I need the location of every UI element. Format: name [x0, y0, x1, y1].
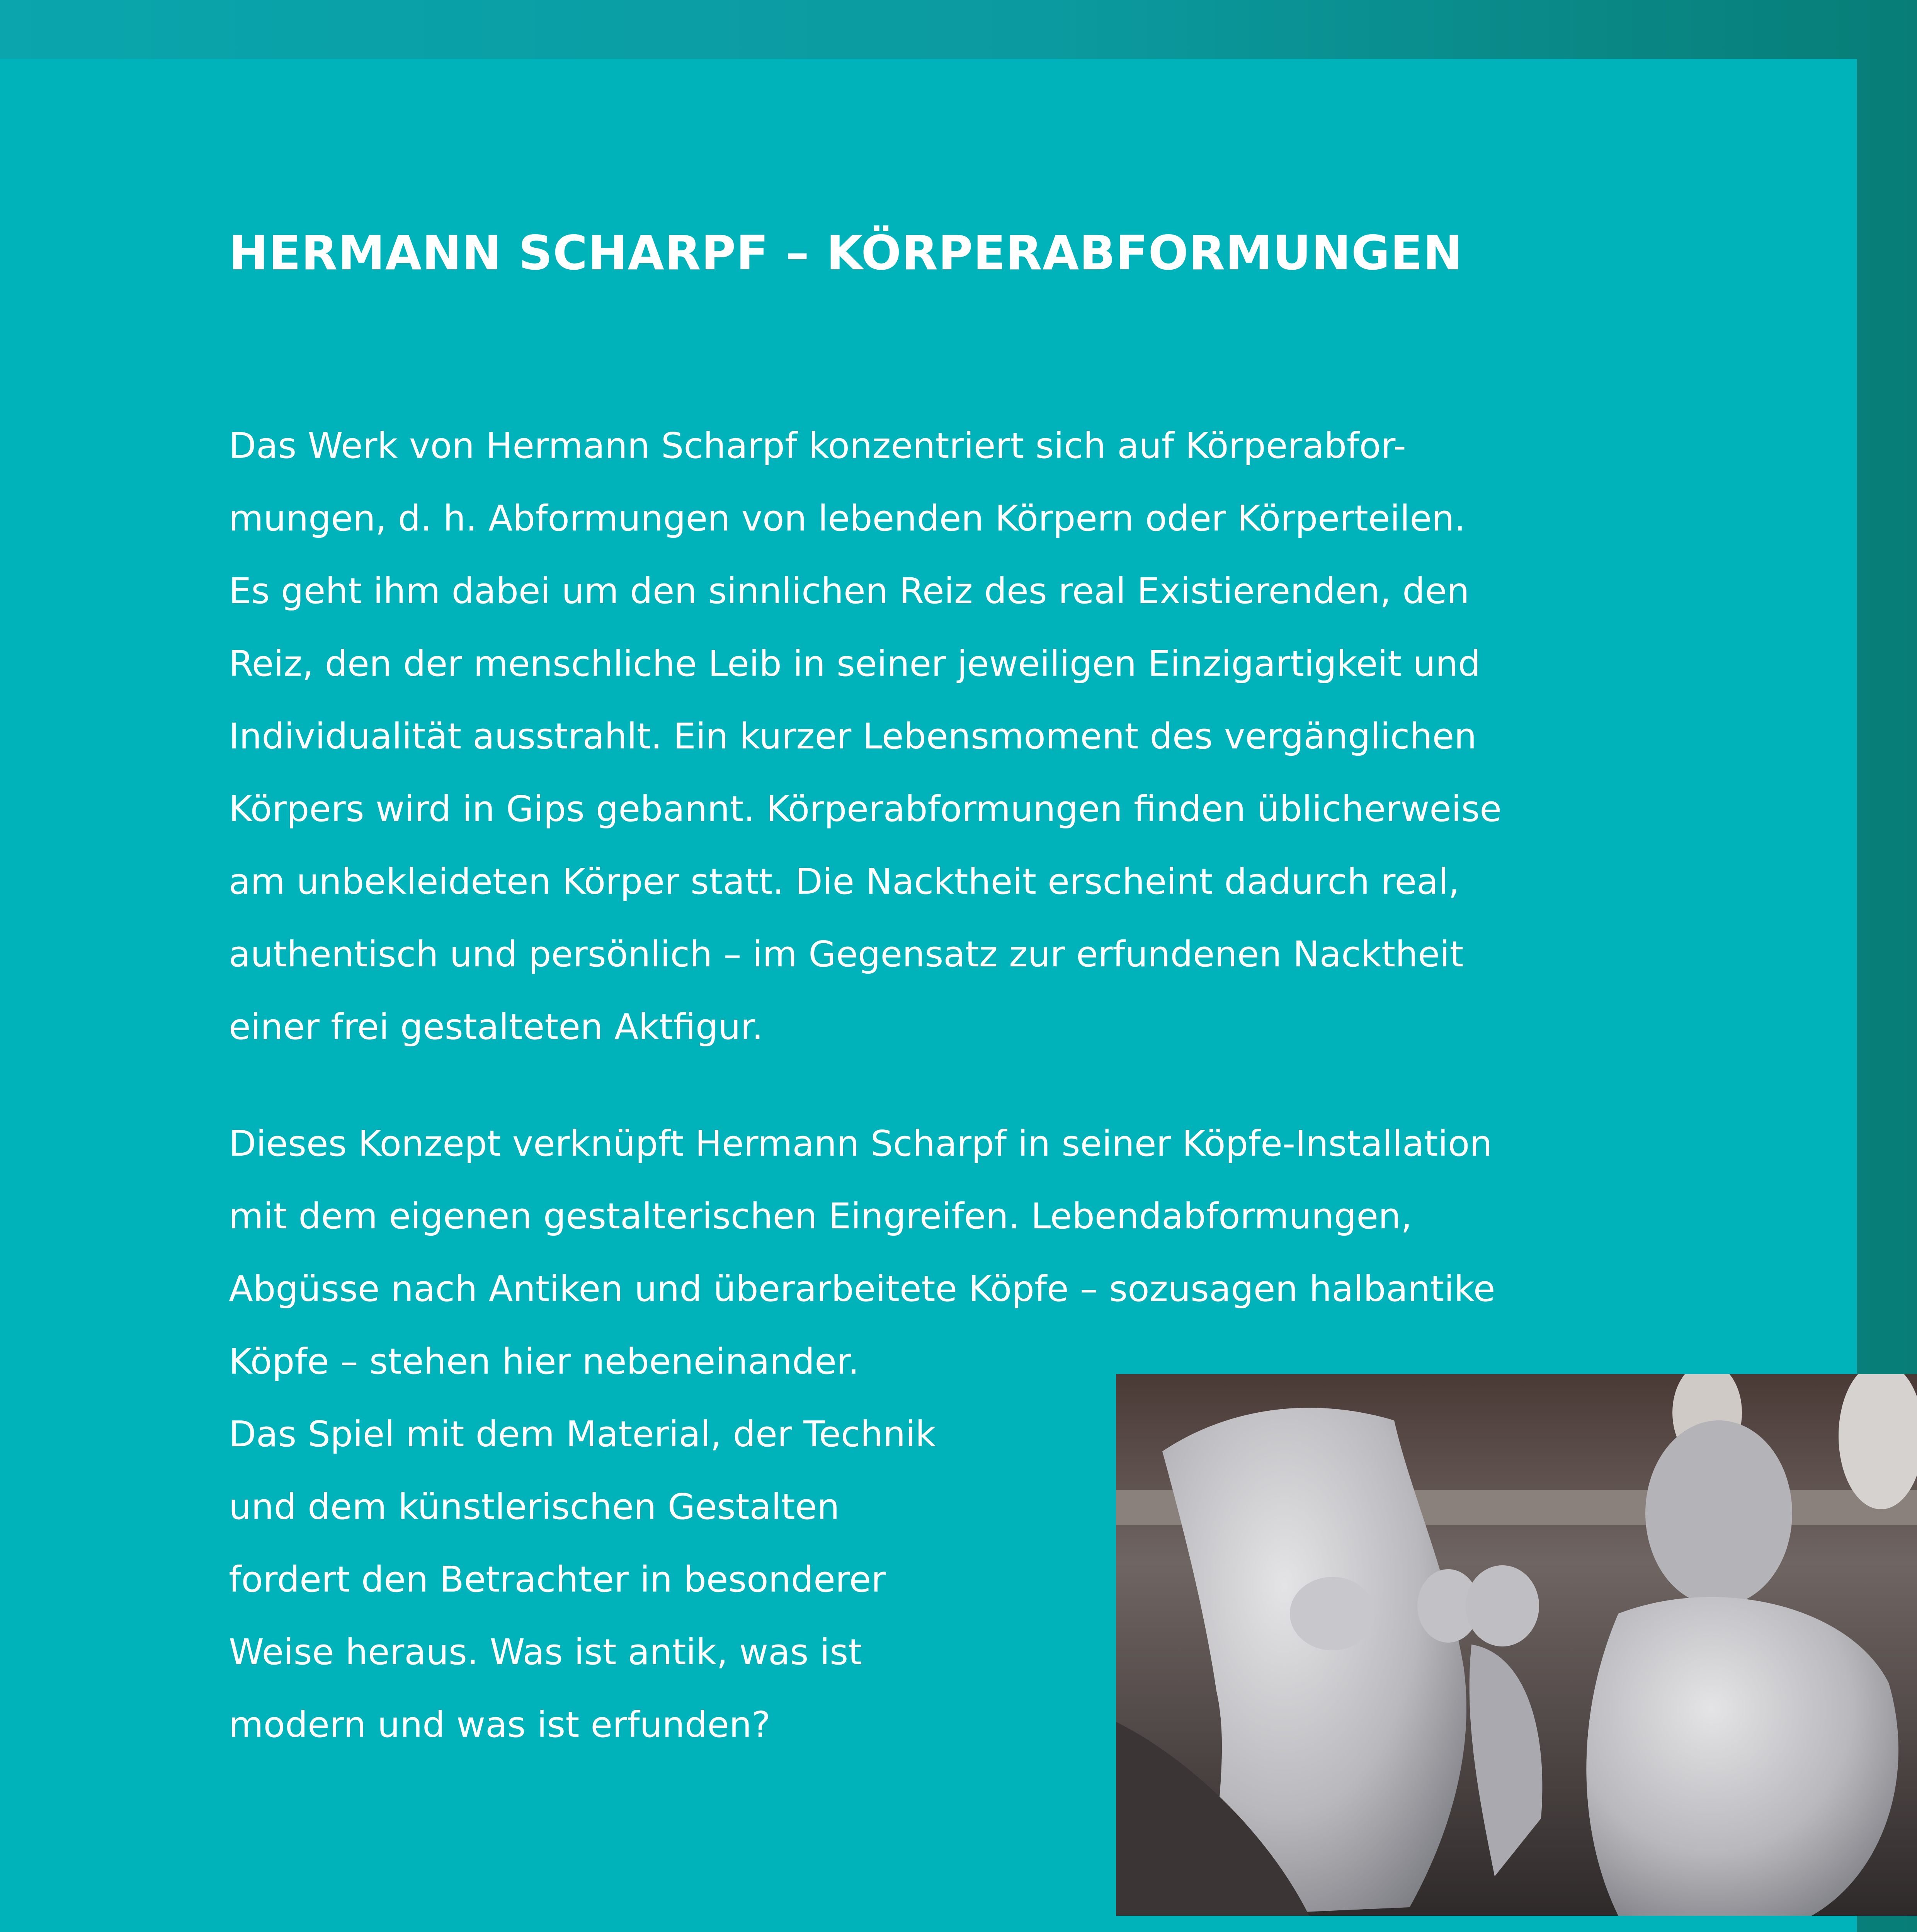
text-line: Abgüsse nach Antiken und überarbeitete Köpfe – sozusagen halbantike	[229, 1268, 1495, 1310]
intro-paragraph	[229, 410, 1705, 1063]
text-line: Weise heraus. Was ist antik, was ist	[229, 1631, 862, 1673]
text-line: Dieses Konzept verknüpft Hermann Scharpf in seiner Köpfe-Installation	[229, 1123, 1492, 1164]
text-line: mungen, d. h. Abformungen von lebenden Körpern oder Körperteilen.	[229, 498, 1466, 539]
text-line: Das Spiel mit dem Material, der Technik	[229, 1413, 936, 1455]
text-line: modern und was ist erfunden?	[229, 1704, 771, 1745]
page-title: HERMANN SCHARPF – KÖRPERABFORMUNGEN	[229, 226, 1463, 281]
text-line: fordert den Betrachter in besonderer	[229, 1559, 886, 1600]
text-line: Reiz, den der menschliche Leib in seiner jeweiligen Einzigartigkeit und	[229, 643, 1481, 684]
text-line: Köpfe – stehen hier nebeneinander.	[229, 1341, 859, 1382]
text-line: und dem künstlerischen Gestalten	[229, 1486, 840, 1527]
torso-sculptures-photo	[1116, 1374, 1917, 1916]
text-line: Das Werk von Hermann Scharpf konzentriert sich auf Körperabfor-	[229, 425, 1406, 466]
text-line: Körpers wird in Gips gebannt. Körperabformungen finden üblicherweise	[229, 788, 1502, 830]
text-line: am unbekleideten Körper statt. Die Nacktheit erscheint dadurch real,	[229, 861, 1460, 902]
text-line: einer frei gestalteten Aktfigur.	[229, 1006, 764, 1048]
text-line: authentisch und persönlich – im Gegensatz zur erfundenen Nacktheit	[229, 934, 1464, 975]
text-line: mit dem eigenen gestalterischen Eingreifen. Lebendabformungen,	[229, 1196, 1412, 1237]
text-line: Individualität ausstrahlt. Ein kurzer Lebensmoment des vergänglichen	[229, 716, 1477, 757]
text-line: Es geht ihm dabei um den sinnlichen Reiz des real Existierenden, den	[229, 570, 1470, 612]
